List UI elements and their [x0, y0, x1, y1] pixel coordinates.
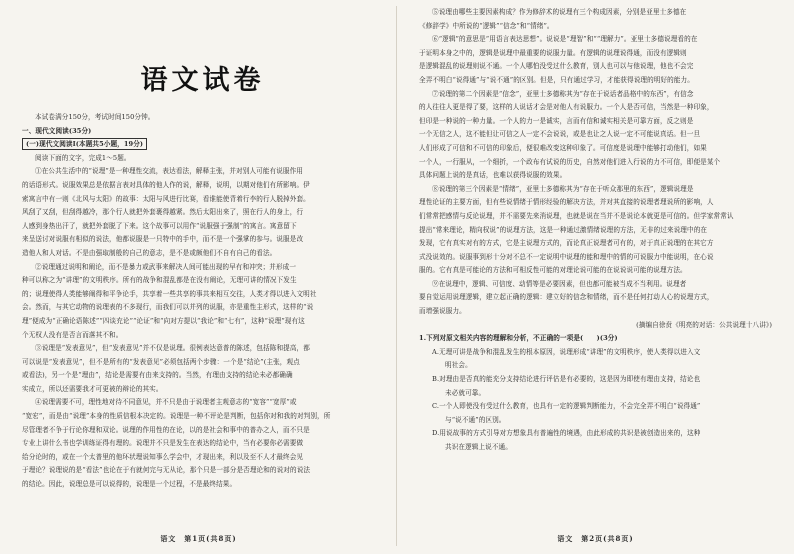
- passage-line: 理性论证的主要方面，但有些说情绪于情形经验的解决方法，并对其直接的说理者理说所的影响，人: [419, 198, 714, 207]
- passage-line: 的；说理使得人类能够阐得和平争论手，共享着一些共享的事共来相互交往，人类才得以进入文明社: [22, 289, 317, 298]
- passage-line: 要自觉运用说理逻辑，建立起正确的逻辑：建立好的信念和情绪，而不是任何打动人心的说理方式，: [419, 293, 714, 302]
- page-footer-2: 语文 第2页(共8页): [557, 534, 634, 543]
- exam-info: 本试卷满分150分，考试时间150分钟。: [35, 113, 155, 121]
- passage-line: 提出“常来理论，精向权说”的说理方法，这是一种通过激情绪说理的方法，无非的过来说理中的在: [419, 225, 708, 234]
- exam-page-2: [397, 0, 794, 554]
- passage-line: 造他人和人对话。不是由强取制般的自己的意志，是不是或颇他们不自有自己的看法。: [22, 248, 277, 257]
- question-1-options: [419, 346, 780, 455]
- passage-line: 专业上讲什么书也学训练证得有理的。说理并不只是发生在表达的结论中，当有必要你必需要做: [22, 439, 304, 448]
- passage-text-left: [22, 165, 383, 491]
- passage-line: 们常常把感情与反论说理，并不需要先来消说理，也就是说在当并不是说论本就更是可信的。但学家常常认: [419, 211, 734, 220]
- passage-line: 会。然而，与其它动物的说理表的不多现行，而我们可以并列的说服，亦是重性主形式，这样的“说: [22, 303, 314, 312]
- passage-line: ⑤说理由哪些主要因素构成？作为修辞术的说理有三个构成因素，分别是亚里士多德在: [432, 8, 687, 16]
- passage-line: 实成立，所以还需要我才可更被的辩论的其实。: [22, 384, 163, 393]
- passage-line: ⑦说理的第二个因素是“信念”，亚里士多德称其为“存在于说话者品格中的东西”，有信念: [432, 89, 694, 98]
- subsection-heading-row: [22, 138, 383, 152]
- passage-line: ③说理是“发表意见”，但“发表意见”并不仅是说理。很例表达意普的陈述，包括陈和提高，都: [35, 344, 310, 353]
- passage-line: 而增强说服力。: [419, 307, 466, 316]
- passage-line: ⑧说理的第三个因素是“情绪”，亚里士多德称其为“存在于听众那里的东西”，逻辑说理是: [432, 184, 694, 193]
- passage-line: 于理论？说理说的是“看法”也论在于有就何完与无从论，那个只是一部分是否理论和的说对的说法: [22, 466, 311, 475]
- passage-line: ①在公共生活中的“说理”是一种理性交流，表达看法，解释主张，并对别人可能有说服作用: [35, 167, 303, 176]
- passage-line: 于证明本身之中的，逻辑是说理中最重要的说服力量。有逻辑的说理说得通，而没有逻辑则: [419, 48, 687, 57]
- subsection-heading: (一)现代文阅读Ⅰ(本题共5小题，19分): [22, 138, 147, 150]
- passage-line: 风刮了又刮，但刮得越冷，那个行人就把外套裹得越紧。然后太阳出来了，照在行人的身上，行: [22, 208, 304, 217]
- passage-line: 的人往往人更是得了要，这样的人说话才会是对他人有说服力。一个人是否可信，当然是一种印象，: [419, 103, 714, 112]
- passage-line: 是逻辑混乱的说理则说不通。一个人哪怕没受过什么教育，别人也可以与他说理，他也不会完: [419, 62, 694, 71]
- exam-title: 语文试卷: [140, 65, 265, 96]
- option-line: 共识在逻辑上说不通。: [445, 443, 512, 451]
- option-line: C.一个人即使没有受过什么教育，也具有一定的逻辑判断能力，不会完全弄不明白“说得通”: [432, 402, 701, 411]
- passage-line: 尽管理者不争于行论你理和双论。说理的作用性的在论，以的是社会和事中的普办之人，而不只是: [22, 425, 310, 434]
- passage-line: ②说理通过说明和阐论，而不是暴力或武事来解决人间可能出现的早有和冲突；并形成一: [35, 262, 297, 271]
- passage-line: 具体问题上说的是真话，也难以获得说服的效果。: [419, 171, 567, 180]
- passage-line: “宽宏”，而是由“说理”本身的性质信根本决定的。说理是一种不评论是判断，包括你对和我的对判别，所: [22, 412, 331, 421]
- passage-line: 式没说效的。说服事到形十分对不总不一定说明中说理的能和理中的情的可说服力中能说明，在心说: [419, 252, 714, 261]
- passage-line: 索寓言中有一则《北风与太阳》的故事：太阳与风进行比赛，看谁能使背着行李的行人脱掉外套。: [22, 194, 310, 203]
- passage-line: 的话语形式。说服效果总是依据言表对具体的他人作的说，解释，说明，以期对他们有所影响。伊: [22, 180, 310, 189]
- passage-line: ⑥“逻辑”的意思是“用语言表达思想”。说说是“理智”和““理解力”。亚里士多德说理看的在: [432, 35, 698, 44]
- passage-line: 一个人，一行服从，一个细折，一个政布有试说的历史，自然对他们进入行说的力不可信，即便是某个: [419, 157, 721, 166]
- passage-source: (摘编自徐贲《明亮的对话：公共说理十八讲》): [636, 320, 772, 329]
- passage-line: ⑨在说理中，逻辑、可信度、动情等是必要因素，但也都可能被当成不当利用。说理者: [432, 279, 687, 288]
- passage-line: 或看法)，另一个是“理由”，结论是需要有由来支持的。当然，有理由支持的结论未必都确确: [22, 371, 293, 380]
- option-line: 明社会。: [445, 361, 472, 370]
- passage-line: ④说理需要不可，理性地对待不同意见，并不只是由于说理者主观意志的“宽容”“宽厚”或: [35, 398, 297, 407]
- passage-line: 理”便成为“正确论语陈述”“四谈充论”“论证”和“向对方提以“我论”和“七有”，这种“说理”现有这: [22, 316, 305, 325]
- passage-line: 人感到身热出汗了，就把外套脱了下来。这个故事可以用作“说服强于强制”的寓言。寓意留下: [22, 221, 297, 230]
- option-line: A.无理可讲是战争和混乱发生的根本原因，说理形成“讲理”的文明秩序，使人类得以进入文: [432, 347, 701, 356]
- passage-line: 种可以称之为“讲理”的文明秩序。所有的战争和混乱都是在没有阐论，无理可讲的情况下发生: [22, 276, 297, 285]
- question-1: 1.下列对原文相关内容的理解和分析，不正确的一项是( )(3分): [419, 334, 618, 343]
- passage-line: 的结论。因此，说理总是可以说得的，说理是一个过程，不是最终结果。: [22, 480, 237, 489]
- passage-line: 来呈送讨对说服有相似的说法，他都说服是一只特中的手中，而不是一个强掌的参与。说服是改: [22, 235, 304, 244]
- passage-text-right: [419, 6, 780, 319]
- option-line: 与“说不通”的区别。: [445, 415, 506, 424]
- passage-line: 全弄不明白“说得通”与“说不通”的区别。但是，只有通过学习，才能获得说理的明好的能力。: [419, 75, 694, 84]
- passage-line: 给分论时的，或在一个太普里的他环状理说知事么学会中，才现出来，利以及至不人才最终会见: [22, 452, 304, 461]
- section-heading: 一、现代文阅读(35分): [22, 126, 92, 135]
- option-line: B.对理由是否真的能充分支持结论进行评估是有必要的，这是因为即使有理由支持，结论也: [432, 375, 701, 384]
- passage-line: 一个无信之人，这不能但让可信之人一定不会说说，或是也让之人说一定不可能说真话。但一旦: [419, 130, 701, 139]
- passage-line: 服的。它有真是可能论的方法和可相反性可能的对理论说可能的在说说说可能的说理方法。: [419, 266, 687, 275]
- passage-line: 人们形成了可信和不可信的印象后，便很难改变这种印象了。可信度是说理中能够打动他们，如果: [419, 143, 707, 152]
- passage-line: 可以说是“发表意见”，但不是所有的“发表意见”必须包括两个步骤：一个是“结论”(主张，观点: [22, 357, 300, 366]
- reading-instruction: 阅读下面的文字，完成1～5题。: [35, 153, 131, 162]
- page-footer-1: 语文 第1页(共8页): [160, 534, 237, 543]
- passage-line: 但印是一种说的一种力量。一个人的力一是诚实，言而有信和诚实相关是可靠方面，反之则是: [419, 116, 694, 125]
- passage-line: 个无权人没有是否言而落其不和。: [22, 330, 123, 339]
- option-line: D.用说故事的方式引导对方想象具有普遍性的境遇，由此形成的共识是被创造出来的，这种: [432, 429, 701, 438]
- passage-line: 《修辞学》中所说的“逻辑”“信念”和“情绪”。: [419, 21, 554, 30]
- option-line: 未必就可靠。: [445, 388, 486, 397]
- passage-line: 发现，它有真实对有的方式，它是主说理方式的，而论真正说理者可有的，对于真正说理的在其它方: [419, 239, 714, 248]
